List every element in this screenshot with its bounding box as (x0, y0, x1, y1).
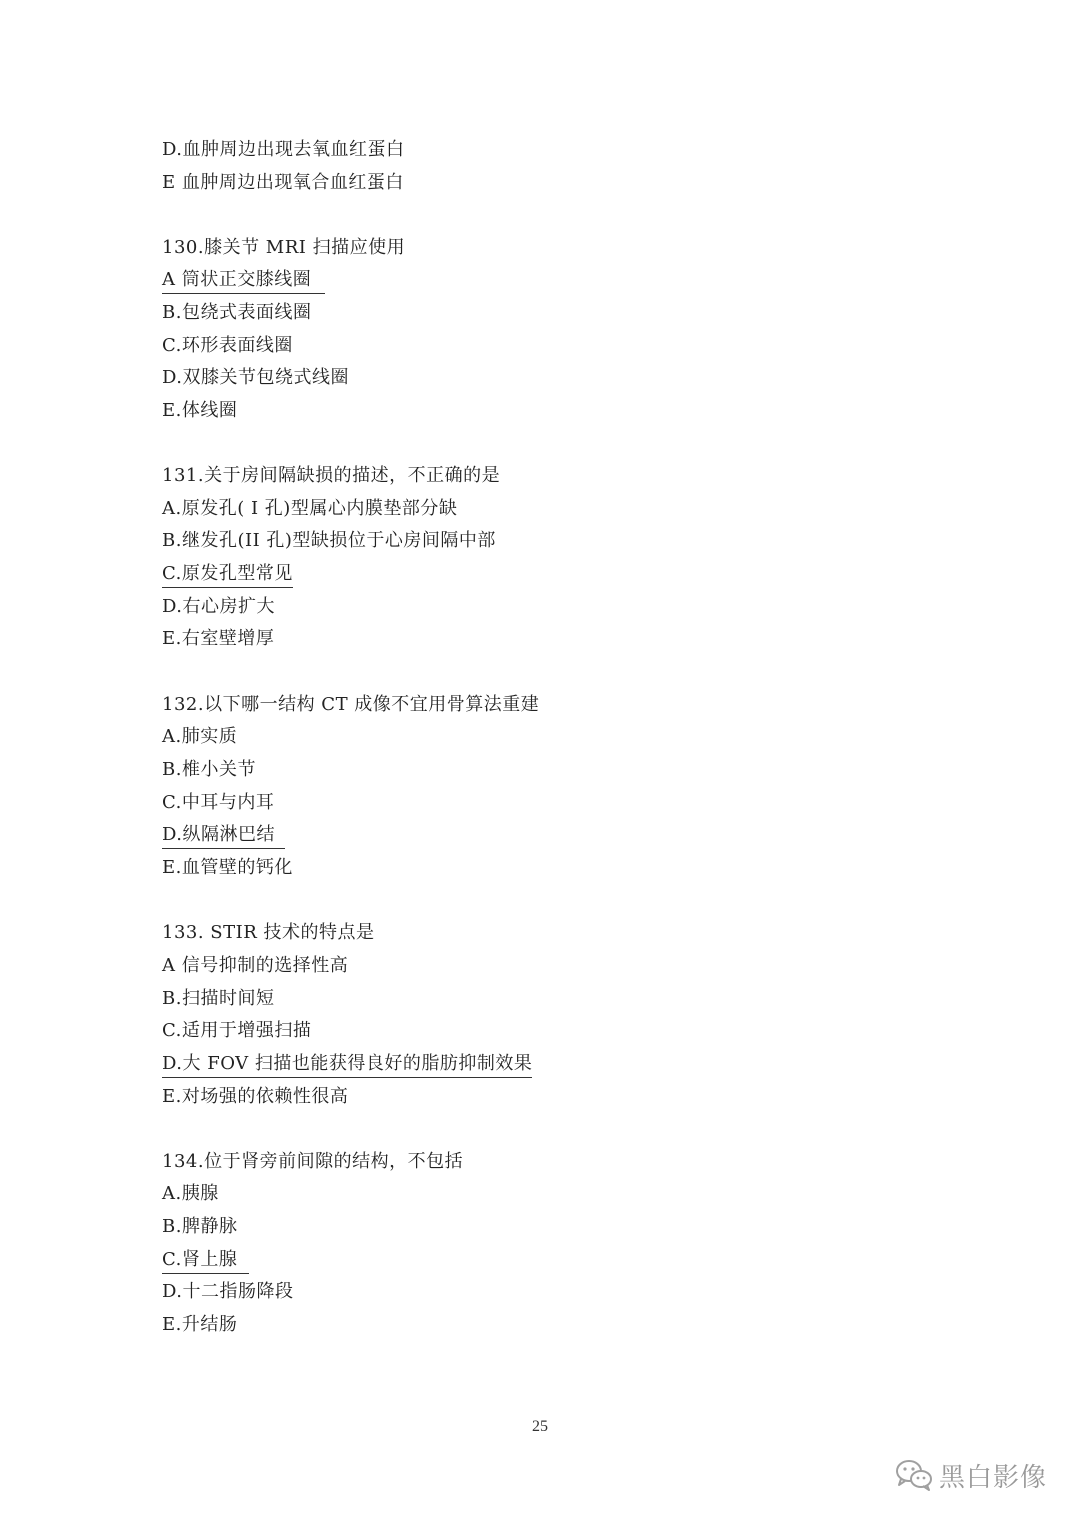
answer-option-correct: D.纵隔淋巴结 (162, 824, 285, 849)
answer-option: A 信号抑制的选择性高 (162, 955, 349, 976)
answer-option-correct: C.肾上腺 (162, 1249, 249, 1274)
answer-option: E.体线圈 (162, 400, 238, 421)
watermark-text: 黑白影像 (939, 1462, 1048, 1493)
answer-option: C.环形表面线圈 (162, 335, 293, 356)
answer-option: D.十二指肠降段 (162, 1281, 294, 1302)
text-line: E 血肿周边出现氧合血红蛋白 (162, 172, 404, 193)
answer-option: D.右心房扩大 (162, 596, 276, 617)
answer-option-correct: D.大 FOV 扫描也能获得良好的脂肪抑制效果 (162, 1053, 532, 1078)
watermark (895, 1455, 1047, 1495)
answer-option-correct: C.原发孔型常见 (162, 563, 293, 588)
question-134: 134.位于肾旁前间隙的结构，不包括 (162, 1151, 464, 1172)
wechat-icon (895, 1459, 933, 1491)
answer-option: A.肺实质 (162, 726, 238, 747)
answer-option-correct: A 筒状正交膝线圈 (162, 269, 325, 294)
answer-option: E.对场强的依赖性很高 (162, 1086, 349, 1107)
question-130: 130.膝关节 MRI 扫描应使用 (162, 237, 406, 258)
answer-option: B.椎小关节 (162, 759, 256, 780)
page-number: 25 (532, 1418, 548, 1435)
answer-option: B.继发孔(II 孔)型缺损位于心房间隔中部 (162, 530, 496, 551)
answer-option: D.双膝关节包绕式线圈 (162, 367, 350, 388)
answer-option: A.胰腺 (162, 1183, 219, 1204)
answer-option: C.中耳与内耳 (162, 792, 275, 813)
text-line: D.血肿周边出现去氧血红蛋白 (162, 139, 405, 160)
answer-option: C.适用于增强扫描 (162, 1020, 312, 1041)
question-133: 133. STIR 技术的特点是 (162, 922, 375, 943)
answer-option: B.包绕式表面线圈 (162, 302, 312, 323)
answer-option: A.原发孔( I 孔)型属心内膜垫部分缺 (162, 498, 458, 519)
answer-option: E.血管壁的钙化 (162, 857, 293, 878)
answer-option: E.右室壁增厚 (162, 628, 275, 649)
question-131: 131.关于房间隔缺损的描述，不正确的是 (162, 465, 501, 486)
answer-option: E.升结肠 (162, 1314, 238, 1335)
answer-option: B.扫描时间短 (162, 988, 275, 1009)
question-132: 132.以下哪一结构 CT 成像不宜用骨算法重建 (162, 694, 540, 715)
answer-option: B.脾静脉 (162, 1216, 238, 1237)
